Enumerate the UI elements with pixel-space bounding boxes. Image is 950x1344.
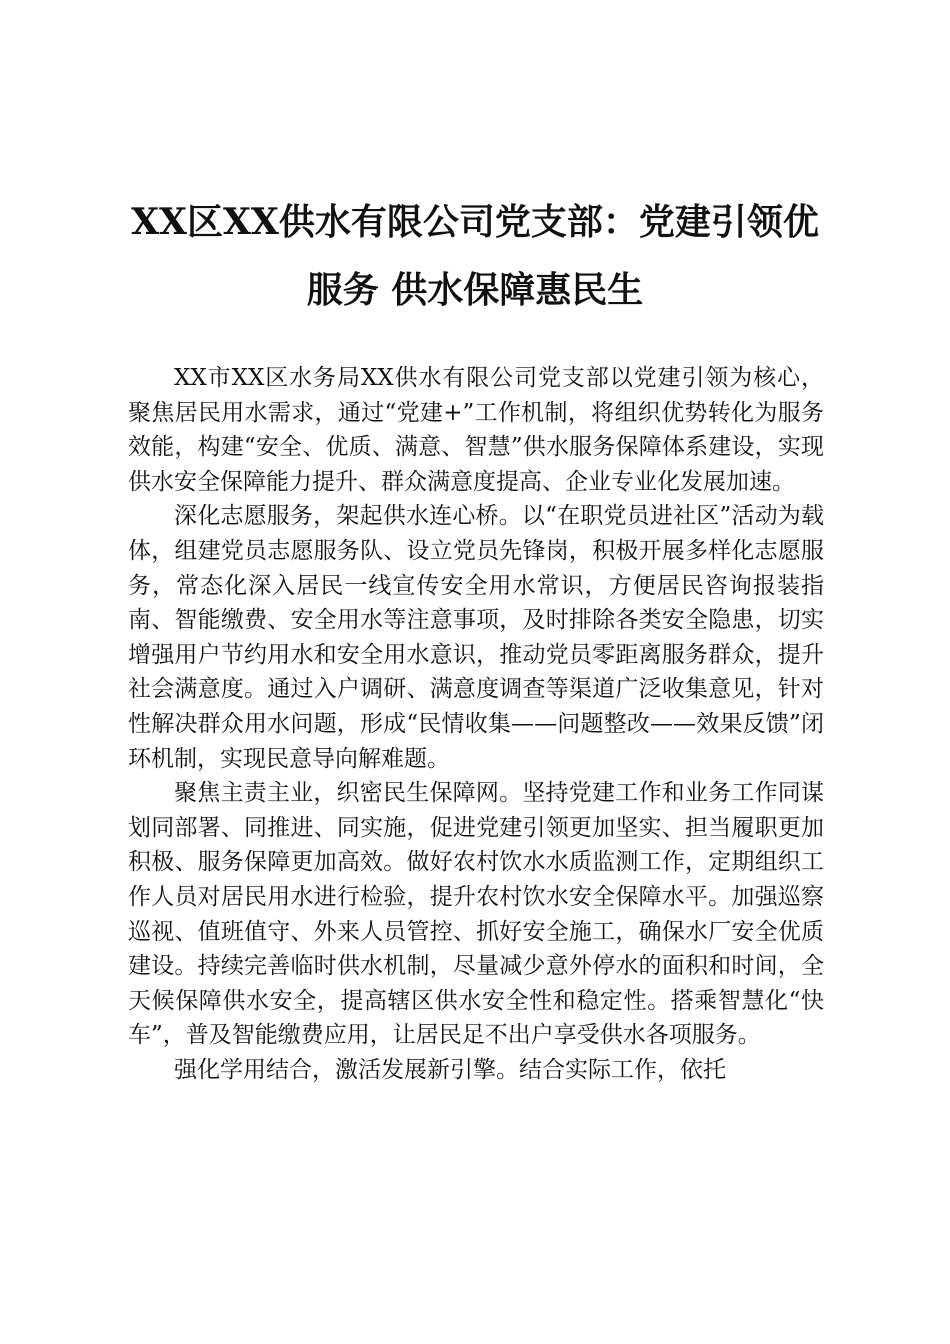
title-line-1: XX区XX供水有限公司党支部：党建引领优 (131, 201, 819, 243)
title-line-2: 服务 供水保障惠民生 (306, 269, 644, 311)
document-body (128, 361, 824, 1087)
paragraph-main-responsibility: 聚焦主责主业，织密民生保障网。坚持党建工作和业务工作同谋划同部署、同推进、同实施，促进党建引领更加坚实、担当履职更加积极、服务保障更加高效。做好农村饮水水质监测工作，定期组织工作人员对居民用水进行检验，提升农村饮水安全保障水平。加强巡察巡视、值班值守、外来人员管控、抓好安全施工，确保水厂安全优质建设。持续完善临时供水机制，尽量减少意外停水的面积和时间，全天候保障供水安全，提高辖区供水安全性和稳定性。搭乘智慧化“快车”，普及智能缴费应用，让居民足不出户享受供水各项服务。 (128, 780, 824, 1049)
document-title (100, 188, 850, 324)
paragraph-learning: 强化学用结合，激活发展新引擎。结合实际工作，依托 (174, 1056, 726, 1083)
paragraph-intro: XX市XX区水务局XX供水有限公司党支部以党建引领为核心，聚焦居民用水需求，通过“党建+”工作机制，将组织优势转化为服务效能，构建“安全、优质、满意、智慧”供水服务保障体系建设，实现供水安全保障能力提升、群众满意度提高、企业专业化发展加速。 (128, 365, 824, 495)
paragraph-volunteer-service: 深化志愿服务，架起供水连心桥。以“在职党员进社区”活动为载体，组建党员志愿服务队、设立党员先锋岗，积极开展多样化志愿服务，常态化深入居民一线宣传安全用水常识，方便居民咨询报装指南、智能缴费、安全用水等注意事项，及时排除各类安全隐患，切实增强用户节约用水和安全用水意识，推动党员零距离服务群众，提升社会满意度。通过入户调研、满意度调查等渠道广泛收集意见，针对性解决群众用水问题，形成“民情收集——问题整改——效果反馈”闭环机制，实现民意导向解难题。 (128, 503, 824, 772)
